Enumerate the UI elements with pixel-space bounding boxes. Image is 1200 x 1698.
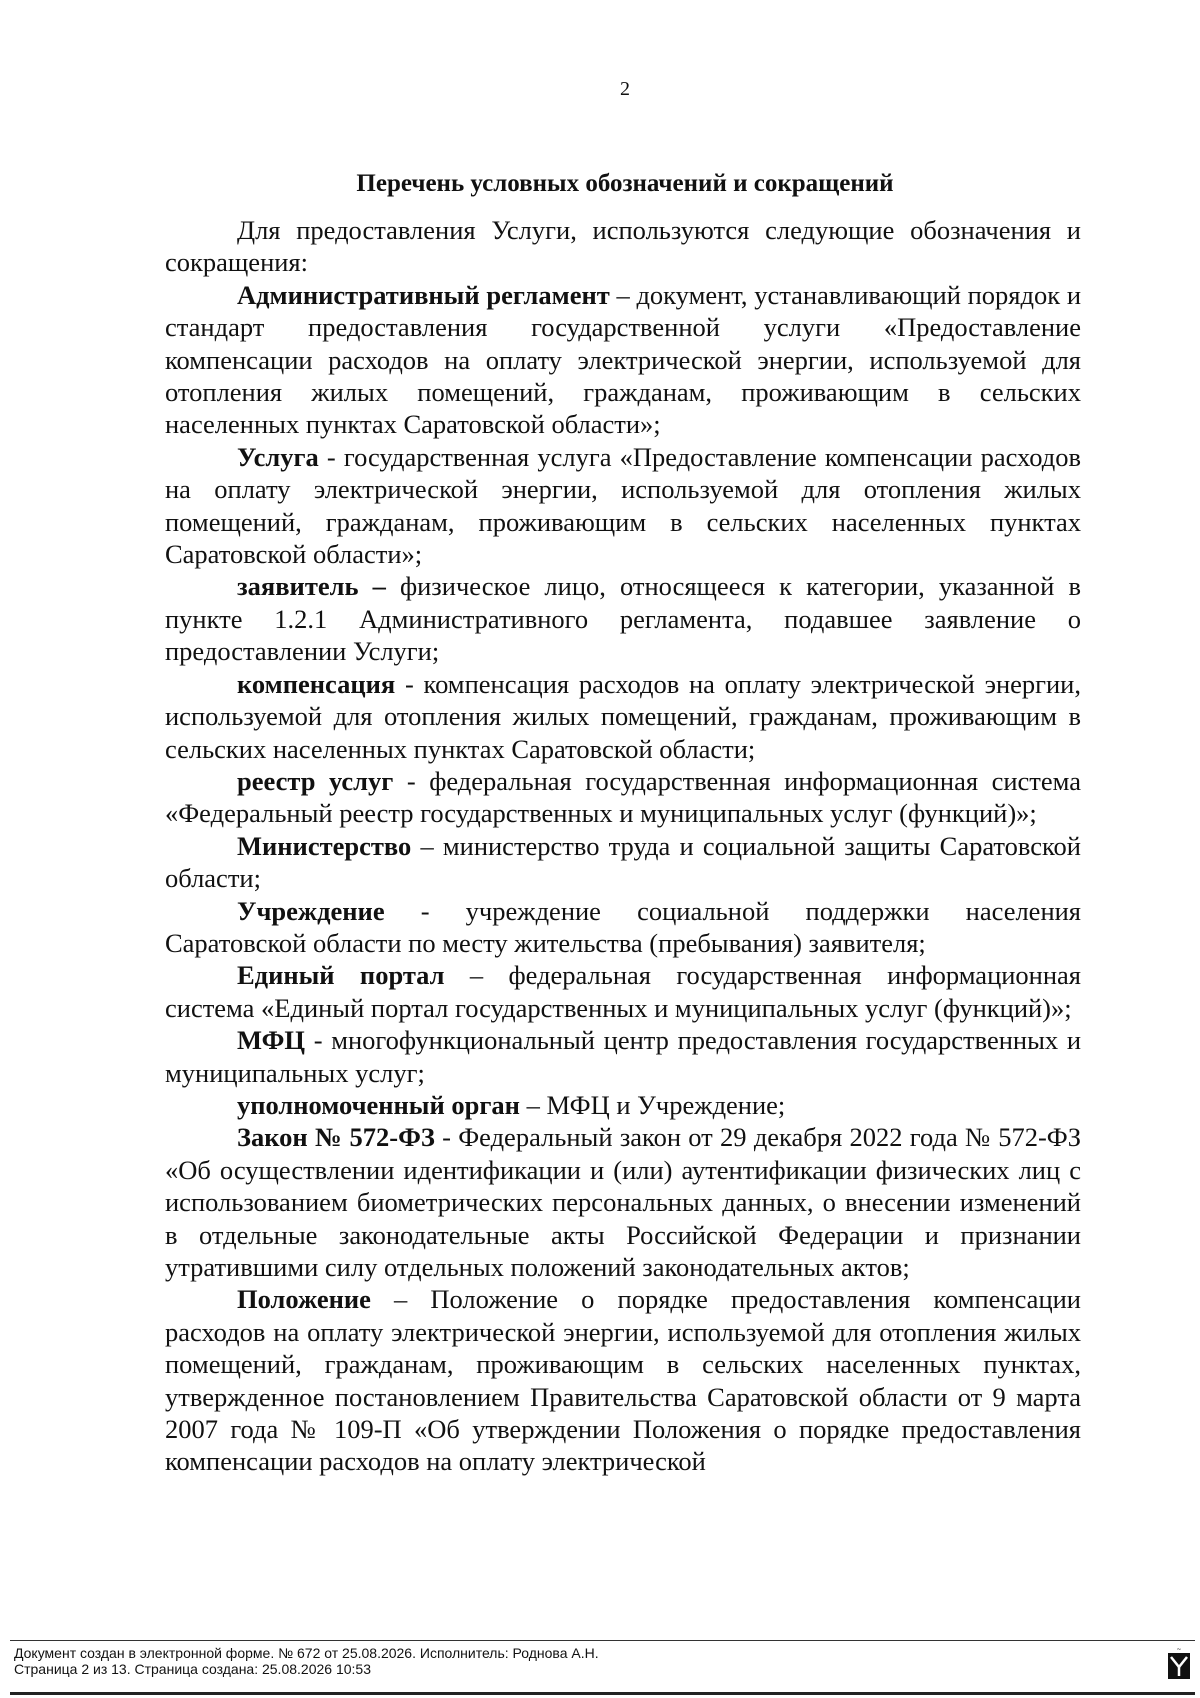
definition-term: Административный регламент bbox=[237, 279, 610, 310]
document-body bbox=[165, 214, 1081, 1478]
footer-page-info: Страница 2 из 13. Страница создана: 25.08.2026 10:53 bbox=[14, 1661, 371, 1677]
definition-regulation bbox=[165, 1283, 1081, 1477]
definition-authorized-body bbox=[165, 1089, 1081, 1121]
definition-text: - государственная услуга «Предоставление компенсации расходов на оплату электрической энергии, используемой для отопления жилых помещений, гражданам, проживающим в сельских населенных пунктах Саратовской области»; bbox=[165, 441, 1081, 570]
definition-compensation bbox=[165, 668, 1081, 765]
definition-mfc bbox=[165, 1024, 1081, 1089]
definition-text: – Положение о порядке предоставления компенсации расходов на оплату электрической энергии, используемой для отопления жилых помещений, гражданам, проживающим в сельских населенных пунктах, утвержденное постановлением Правительства Саратовской области от 9 марта 2007 года № 109-П «Об утверждении Положения о порядке предоставления компенсации расходов на оплату электрической bbox=[165, 1284, 1081, 1477]
definition-text: – МФЦ и Учреждение; bbox=[519, 1089, 786, 1120]
definition-text: – министерство труда и социальной защиты Саратовской области; bbox=[165, 830, 1081, 894]
definition-term: Единый портал bbox=[237, 960, 445, 991]
definition-text: – документ, устанавливающий порядок и стандарт предоставления государственной услуги «Предоставление компенсации расходов на оплату электрической энергии, используемой для отопления жилых помещений, гражданам, проживающим в сельских населенных пунктах Саратовской области»; bbox=[165, 279, 1081, 440]
definition-term: компенсация bbox=[237, 668, 396, 699]
definition-text: - федеральная государственная информационная система «Федеральный реестр государственных и муниципальных услуг (функций)»; bbox=[165, 765, 1081, 829]
footer-document-info: Документ создан в электронной форме. № 672 от 25.08.2026. Исполнитель: Роднова А.Н. bbox=[14, 1645, 599, 1661]
definition-term: Положение bbox=[237, 1284, 371, 1315]
definition-unified-portal bbox=[165, 959, 1081, 1024]
footer-divider bbox=[10, 1640, 1195, 1641]
definition-law-572 bbox=[165, 1121, 1081, 1283]
definition-applicant bbox=[165, 570, 1081, 667]
document-system-logo-icon bbox=[1168, 1645, 1190, 1679]
definition-term: Учреждение bbox=[237, 895, 385, 926]
document-title: Перечень условных обозначений и сокращений bbox=[356, 170, 894, 197]
definition-term: Услуга bbox=[237, 441, 319, 472]
definition-admin-regulation bbox=[165, 279, 1081, 441]
definition-text: – федеральная государственная информационная система «Единый портал государственных и муниципальных услуг (функций)»; bbox=[165, 960, 1081, 1023]
definition-text: - учреждение социальной поддержки населения Саратовской области по месту жительства (пребывания) заявителя; bbox=[165, 895, 1081, 958]
definition-text: - Федеральный закон от 29 декабря 2022 года № 572-ФЗ «Об осуществлении идентификации и (или) аутентификации физических лиц с использованием биометрических персональных данных, о внесении изменений в отдельные законодательные акты Российской Федерации и признании утратившими силу отдельных положений законодательных актов; bbox=[165, 1122, 1081, 1282]
definition-service bbox=[165, 441, 1081, 571]
intro-paragraph bbox=[165, 214, 1081, 279]
page-number: 2 bbox=[620, 78, 630, 100]
definition-term: Закон № 572-ФЗ bbox=[237, 1122, 435, 1153]
definition-text: - многофункциональный центр предоставления государственных и муниципальных услуг; bbox=[165, 1025, 1081, 1088]
definition-term: уполномоченный орган bbox=[237, 1089, 520, 1120]
definition-service-registry bbox=[165, 765, 1081, 830]
definition-term: МФЦ bbox=[237, 1025, 306, 1056]
definition-term: заявитель – bbox=[237, 571, 386, 602]
svg-text:~: ~ bbox=[1176, 1646, 1182, 1653]
definition-text: физическое лицо, относящееся к категории, указанной в пункте 1.2.1 Административного регламента, подавшее заявление о предоставлении Услуги; bbox=[165, 571, 1081, 667]
definition-term: Министерство bbox=[237, 830, 412, 861]
definition-ministry bbox=[165, 830, 1081, 895]
paragraph-text: Для предоставления Услуги, используются следующие обозначения и сокращения: bbox=[165, 215, 1081, 278]
document-footer bbox=[0, 1640, 1200, 1698]
definition-institution bbox=[165, 895, 1081, 960]
definition-text: - компенсация расходов на оплату электрической энергии, используемой для отопления жилых помещений, гражданам, проживающим в сельских населенных пунктах Саратовской области; bbox=[165, 668, 1081, 764]
footer-bottom-rule bbox=[10, 1692, 1195, 1695]
definition-term: реестр услуг bbox=[237, 765, 394, 796]
